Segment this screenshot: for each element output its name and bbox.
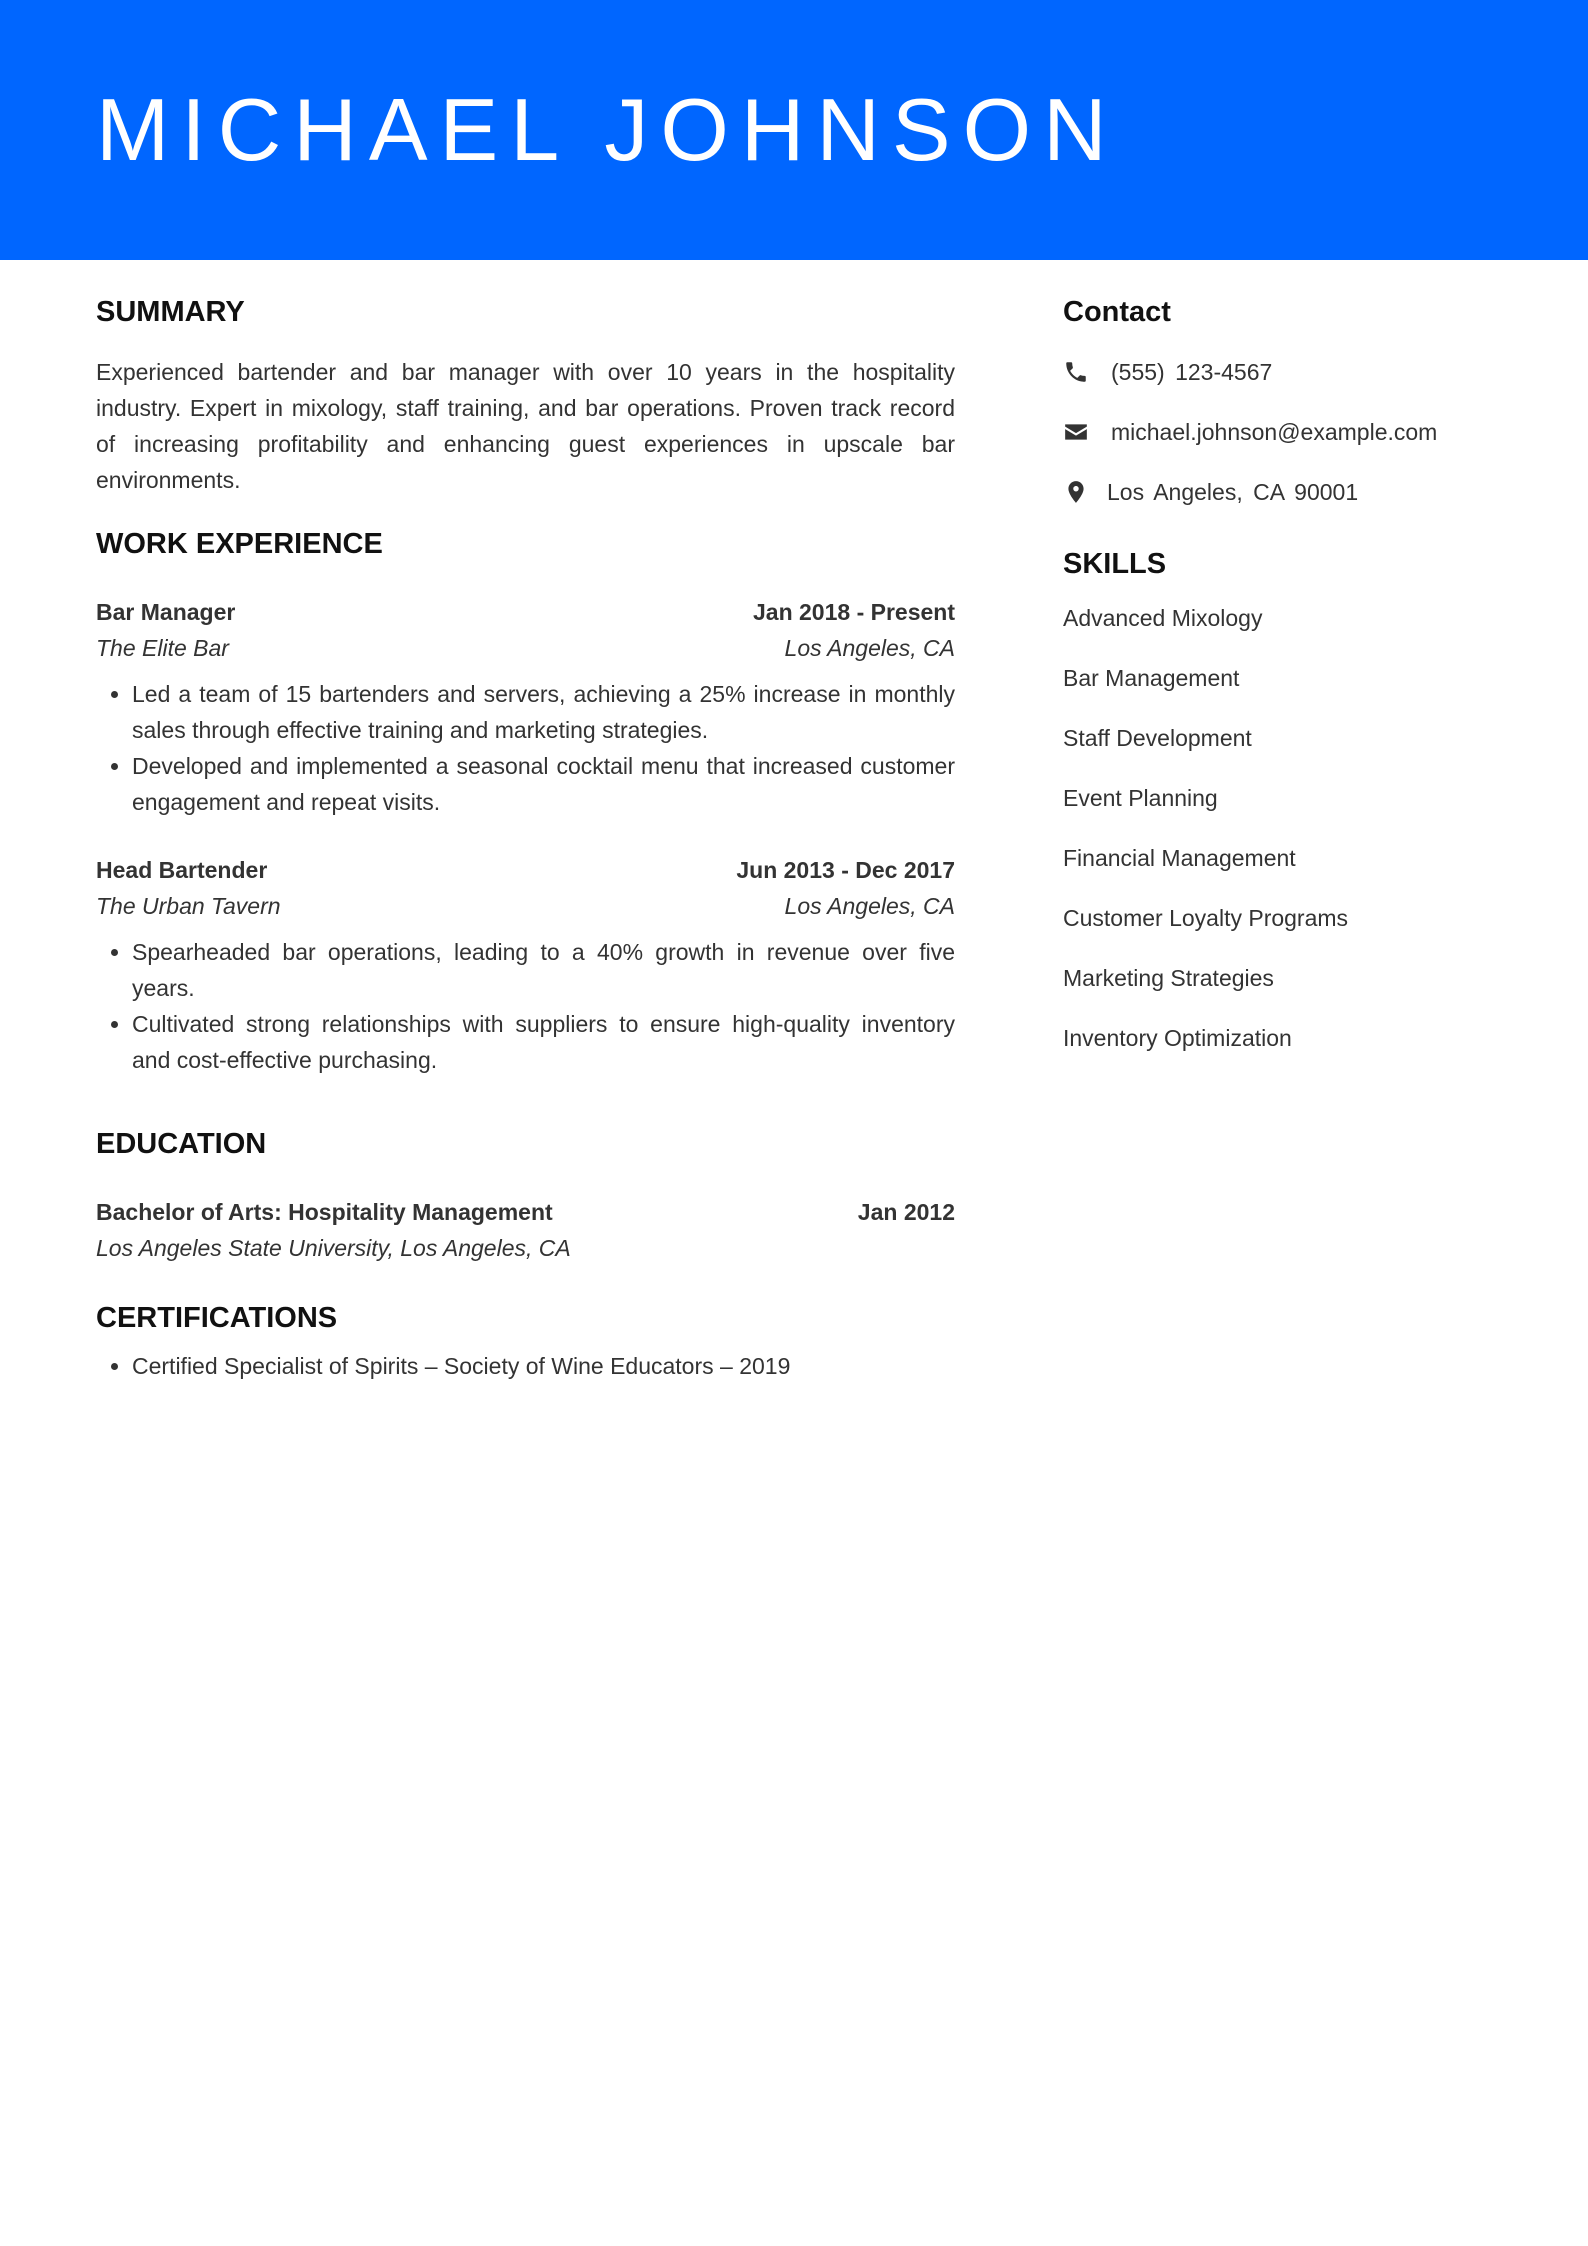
job-company: The Elite Bar: [96, 635, 229, 661]
candidate-name: MICHAEL JOHNSON: [96, 80, 1119, 179]
contact-section: [1063, 292, 1503, 510]
certification-item: • Certified Specialist of Spirits – Society of Wine Educators – 2019: [132, 1348, 955, 1384]
experience-section: [96, 524, 955, 1078]
job-bullets: [96, 934, 955, 1078]
phone-icon: [1063, 359, 1089, 385]
skill-item: Advanced Mixology: [1063, 605, 1263, 631]
summary-text: Experienced bartender and bar manager with over 10 years in the hospitality industry. Expert in mixology, staff training, and bar operations. Proven track record of increasing profitability and enhancing guest experiences in upscale bar environments.: [96, 359, 955, 493]
contact-heading: Contact: [1063, 296, 1171, 328]
job-bullets: [96, 676, 955, 820]
summary-section: [96, 292, 955, 498]
education-section: [96, 1124, 955, 1266]
experience-heading: WORK EXPERIENCE: [96, 528, 383, 560]
contact-phone: [1063, 354, 1503, 390]
skill-item: Bar Management: [1063, 665, 1240, 691]
job-title: Head Bartender: [96, 857, 268, 883]
job-bullet: • Led a team of 15 bartenders and servers, achieving a 25% increase in monthly sales through effective training and marketing strategies.: [132, 676, 955, 748]
job-title: Bar Manager: [96, 599, 236, 625]
sidebar-column: [1063, 292, 1503, 1080]
skills-section: [1063, 544, 1503, 1056]
certifications-heading: CERTIFICATIONS: [96, 1302, 338, 1334]
summary-heading: SUMMARY: [96, 296, 245, 328]
job-bullet: • Developed and implemented a seasonal cocktail menu that increased customer engagement and repeat visits.: [132, 748, 955, 820]
job-bullet: • Spearheaded bar operations, leading to a 40% growth in revenue over five years.: [132, 934, 955, 1006]
contact-email: [1063, 414, 1503, 450]
email-address: michael.johnson@example.com: [1111, 418, 1438, 445]
degree: Bachelor of Arts: Hospitality Management: [96, 1199, 553, 1225]
education-heading: EDUCATION: [96, 1128, 267, 1160]
location-text: Los Angeles, CA 90001: [1107, 478, 1359, 505]
job-dates: Jan 2018 - Present: [752, 599, 955, 625]
job-entry: [96, 852, 955, 1078]
main-column: [96, 292, 955, 1384]
job-company: The Urban Tavern: [96, 893, 281, 919]
job-dates: Jun 2013 - Dec 2017: [736, 857, 955, 883]
job-bullet: • Cultivated strong relationships with suppliers to ensure high-quality inventory and cost-effective purchasing.: [132, 1006, 955, 1078]
map-marker-icon: [1063, 479, 1089, 505]
skill-item: Inventory Optimization: [1063, 1025, 1292, 1051]
job-location: Los Angeles, CA: [784, 635, 955, 661]
certifications-section: [96, 1298, 955, 1384]
certifications-list: [96, 1348, 955, 1384]
skills-heading: SKILLS: [1063, 548, 1167, 580]
skill-item: Marketing Strategies: [1063, 965, 1274, 991]
header-banner: [0, 0, 1588, 260]
phone-number: (555) 123-4567: [1111, 358, 1273, 385]
job-location: Los Angeles, CA: [784, 893, 955, 919]
school: Los Angeles State University, Los Angeles, CA: [96, 1235, 571, 1261]
job-entry: [96, 594, 955, 820]
skill-item: Staff Development: [1063, 725, 1252, 751]
skill-item: Customer Loyalty Programs: [1063, 905, 1349, 931]
contact-location: [1063, 474, 1503, 510]
graduation-date: Jan 2012: [857, 1199, 955, 1225]
skill-item: Event Planning: [1063, 785, 1218, 811]
envelope-icon: [1063, 419, 1089, 445]
skill-item: Financial Management: [1063, 845, 1296, 871]
